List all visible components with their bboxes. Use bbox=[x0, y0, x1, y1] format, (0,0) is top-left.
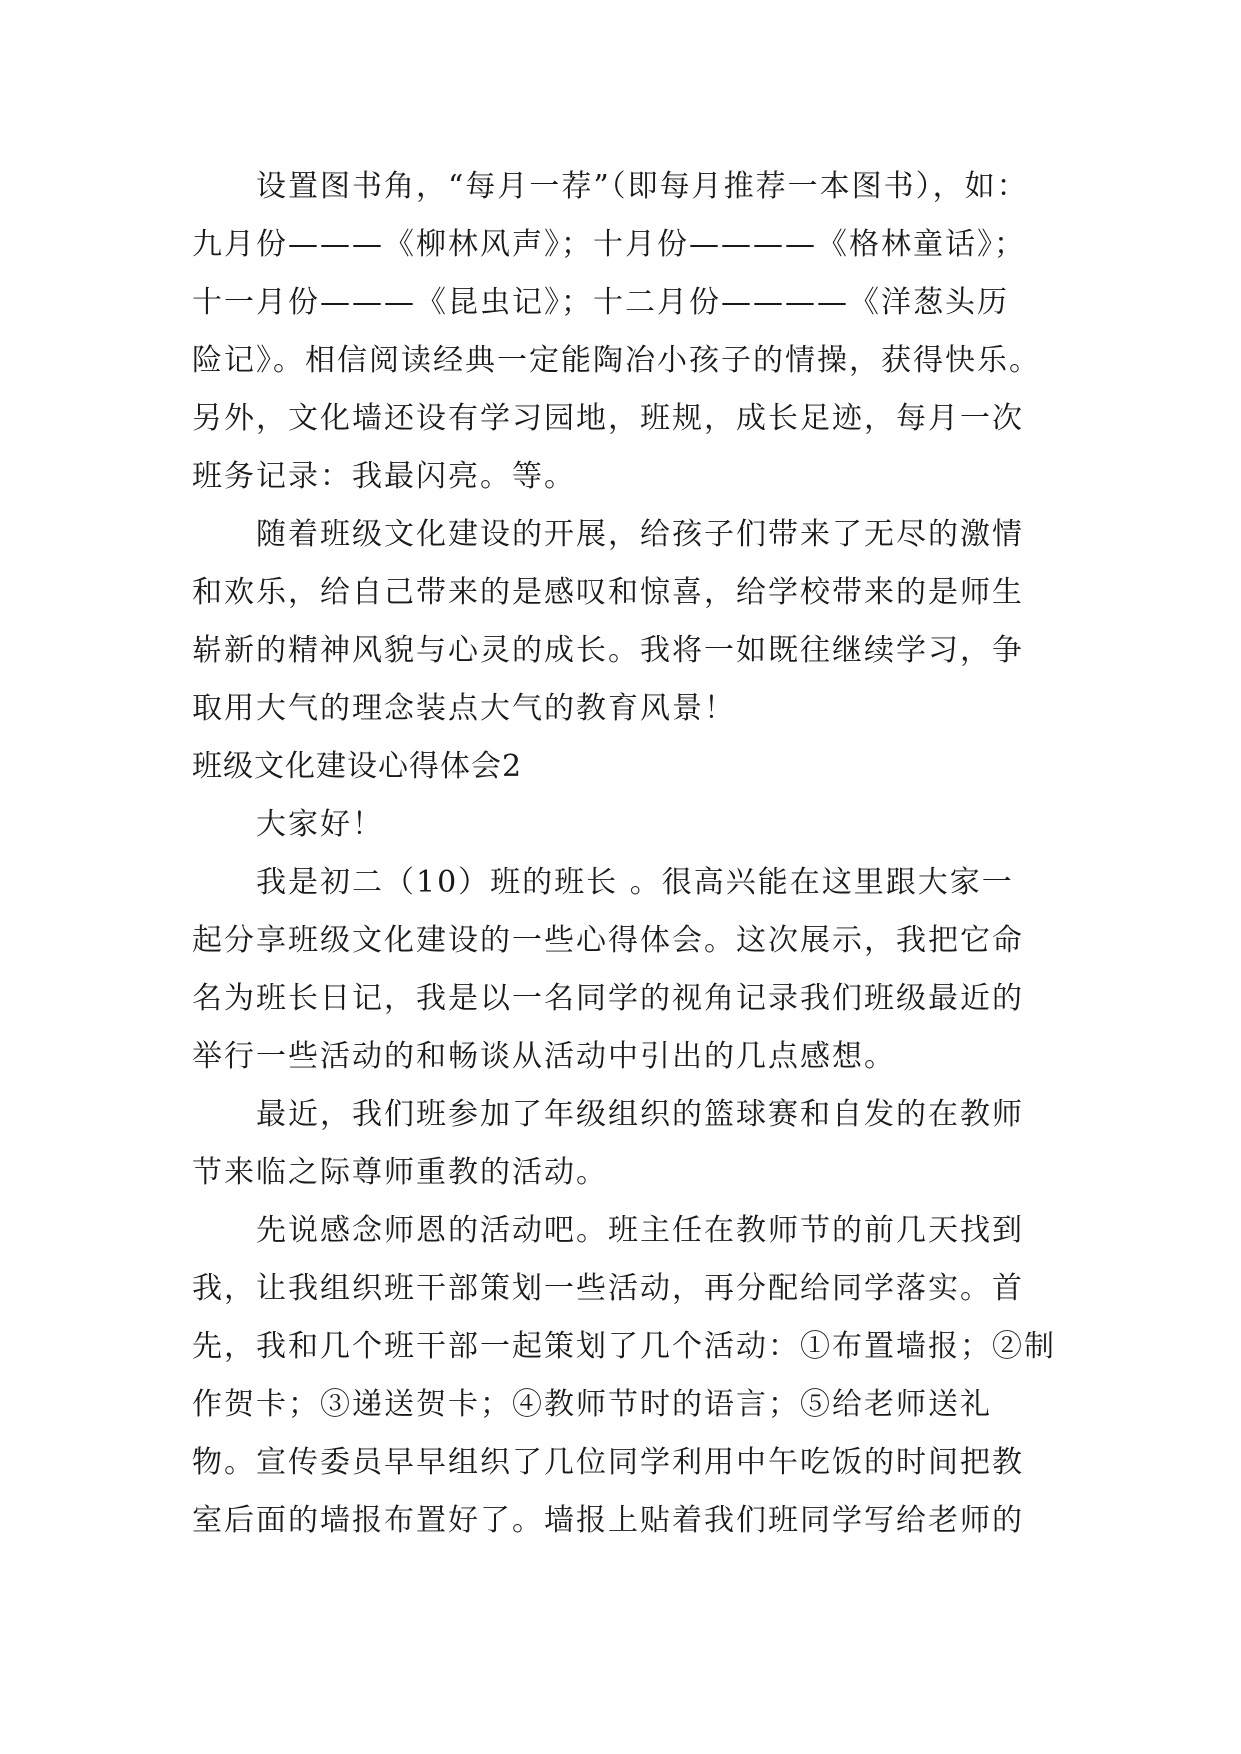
paragraph-line: 最近，我们班参加了年级组织的篮球赛和自发的在教师 bbox=[256, 1097, 1024, 1132]
paragraph-line: 节来临之际尊师重教的活动。 bbox=[192, 1155, 608, 1190]
paragraph-line: 设置图书角，“每月一荐”（即每月推荐一本图书），如： bbox=[256, 169, 1029, 204]
paragraph-line: 我，让我组织班干部策划一些活动，再分配给同学落实。首 bbox=[192, 1271, 1024, 1306]
paragraph-line: 九月份———《柳林风声》；十月份————《格林童话》； bbox=[192, 227, 1026, 262]
paragraph-line: 崭新的精神风貌与心灵的成长。我将一如既往继续学习，争 bbox=[192, 633, 1024, 668]
paragraph-line: 室后面的墙报布置好了。墙报上贴着我们班同学写给老师的 bbox=[192, 1503, 1024, 1538]
paragraph-line: 物。宣传委员早早组织了几位同学利用中午吃饭的时间把教 bbox=[192, 1445, 1024, 1480]
paragraph-line: 和欢乐，给自己带来的是感叹和惊喜，给学校带来的是师生 bbox=[192, 575, 1024, 610]
paragraph-line: 起分享班级文化建设的一些心得体会。这次展示，我把它命 bbox=[192, 923, 1024, 958]
paragraph-line: 名为班长日记，我是以一名同学的视角记录我们班级最近的 bbox=[192, 981, 1024, 1016]
paragraph-line: 举行一些活动的和畅谈从活动中引出的几点感想。 bbox=[192, 1039, 896, 1074]
paragraph-line: 班务记录：我最闪亮。等。 bbox=[192, 459, 576, 494]
paragraph-line: 取用大气的理念装点大气的教育风景！ bbox=[192, 691, 736, 726]
paragraph-line: 十一月份———《昆虫记》；十二月份————《洋葱头历 bbox=[192, 285, 1009, 320]
paragraph-line: 险记》。相信阅读经典一定能陶冶小孩子的情操，获得快乐。 bbox=[192, 343, 1041, 378]
paragraph-line: 另外，文化墙还设有学习园地，班规，成长足迹，每月一次 bbox=[192, 401, 1024, 436]
paragraph-line: 我是初二（10）班的班长 。很高兴能在这里跟大家一 bbox=[256, 865, 1014, 900]
paragraph-line: 先，我和几个班干部一起策划了几个活动：①布置墙报；②制 bbox=[192, 1329, 1056, 1364]
section-title: 班级文化建设心得体会2 bbox=[192, 749, 523, 784]
paragraph-line: 随着班级文化建设的开展，给孩子们带来了无尽的激情 bbox=[256, 517, 1024, 552]
document-body bbox=[192, 158, 1056, 1550]
paragraph-line: 先说感念师恩的活动吧。班主任在教师节的前几天找到 bbox=[256, 1213, 1024, 1248]
paragraph-line: 作贺卡；③递送贺卡；④教师节时的语言；⑤给老师送礼 bbox=[192, 1387, 992, 1422]
greeting-line: 大家好！ bbox=[256, 807, 384, 842]
